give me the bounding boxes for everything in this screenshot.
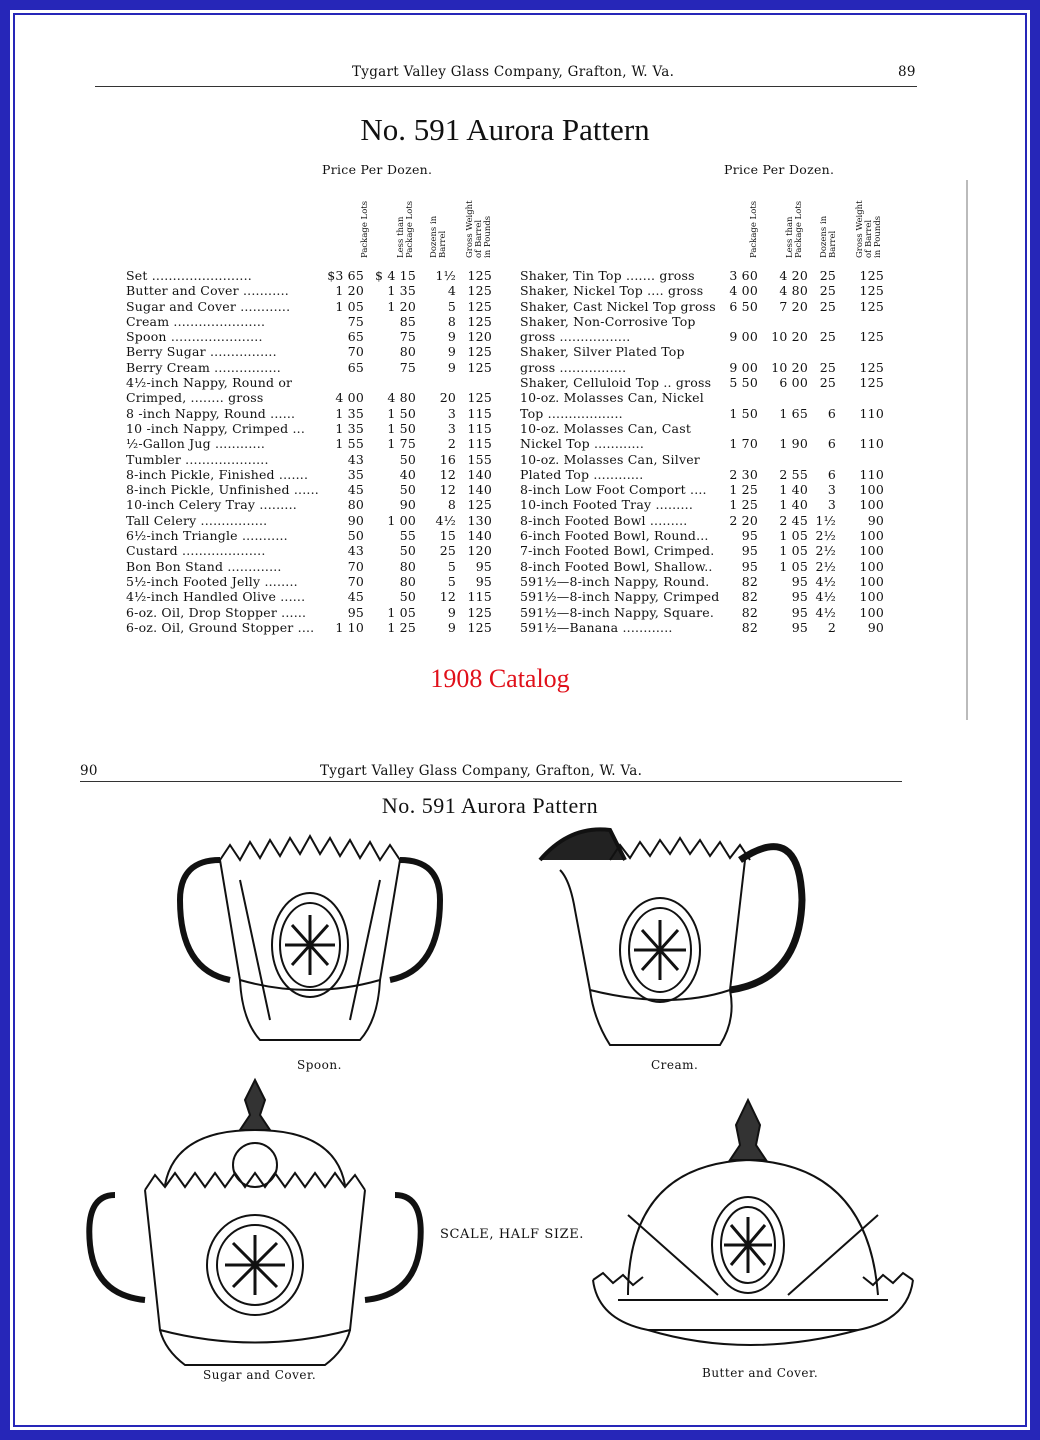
table-row [520,467,895,482]
dozens-value: 3 [827,482,836,498]
package-lots-value: 1 70 [729,436,758,452]
dozens-value: 9 [447,619,456,635]
package-lots-value: 2 30 [729,466,758,482]
dozens-value: 4 [447,283,456,299]
gross-weight-value: 125 [859,268,884,283]
table-row [126,452,506,467]
package-lots-value: 1 35 [335,405,364,421]
col-header-package-lots: Package Lots [360,200,370,258]
dozens-value: 6 [827,466,836,482]
package-lots-value: 45 [347,482,364,498]
table-row [126,497,506,512]
dozens-value: 2½ [815,543,836,559]
scan-edge [966,180,968,720]
less-than-value: 10 20 [771,329,808,345]
gross-weight-value: 125 [859,283,884,299]
table-row [520,528,895,543]
table-row [520,574,895,589]
package-lots-value: 1 05 [335,298,364,314]
less-than-value: 80 [399,573,416,589]
package-lots-value: 4 00 [729,283,758,299]
item-name: Plated Top ............ [520,466,644,482]
package-lots-value: 95 [741,543,758,559]
dozens-value: 4½ [815,589,836,605]
table-row [126,344,506,359]
price-per-dozen-left: Price Per Dozen. [322,162,433,177]
item-name: 6-oz. Oil, Drop Stopper ...... [126,604,307,620]
item-name: 6½-inch Triangle ........... [126,528,288,544]
gross-weight-value: 115 [467,436,492,452]
dozens-value: 25 [819,298,836,314]
package-lots-value: 65 [347,329,364,345]
dozens-value: 2 [447,436,456,452]
gross-weight-value: 140 [467,466,492,482]
package-lots-value: 80 [347,497,364,513]
package-lots-value: 9 00 [729,359,758,375]
sugar-and-cover-illustration [85,1075,425,1370]
dozens-value: 4½ [435,512,456,528]
table-row [126,436,506,451]
package-lots-value: 90 [347,512,364,528]
gross-weight-value: 95 [475,573,492,589]
gross-weight-value: 140 [467,528,492,544]
package-lots-value: 1 25 [729,497,758,513]
item-name: 7-inch Footed Bowl, Crimped. [520,543,715,559]
package-lots-value: 50 [347,528,364,544]
dozens-value: 25 [819,268,836,283]
gross-weight-value: 100 [859,528,884,544]
package-lots-value: 1 35 [335,420,364,436]
less-than-value: 4 80 [779,283,808,299]
package-lots-value: 3 60 [729,268,758,283]
less-than-value: 1 65 [779,405,808,421]
dozens-value: 3 [827,497,836,513]
table-row [126,268,506,283]
less-than-value: 95 [791,589,808,605]
item-name: 6-inch Footed Bowl, Round... [520,528,709,544]
col-header-gross-weight: Gross Weight of Barrel in Pounds [465,200,493,258]
table-row [126,574,506,589]
table-row [126,482,506,497]
item-name: Sugar and Cover ............ [126,298,291,314]
dozens-value: 2½ [815,558,836,574]
dozens-value: 25 [819,283,836,299]
package-lots-value: 82 [741,619,758,635]
less-than-value: 10 20 [771,359,808,375]
table-row [520,620,895,635]
table-row [126,360,506,375]
item-name: Berry Sugar ................ [126,344,277,360]
dozens-value: 12 [439,589,456,605]
gross-weight-value: 125 [467,390,492,406]
item-name: 8-inch Pickle, Unfinished ...... [126,482,319,498]
less-than-value: 50 [399,543,416,559]
package-lots-value: 1 55 [335,436,364,452]
page-title-2: No. 591 Aurora Pattern [381,793,599,818]
table-row [126,329,506,344]
table-row [126,513,506,528]
item-name: ½-Gallon Jug ............ [126,436,266,452]
less-than-value: 1 50 [387,405,416,421]
package-lots-value: 95 [347,604,364,620]
table-row [520,344,895,359]
item-name: 10-oz. Molasses Can, Nickel [520,390,704,406]
cream-caption: Cream. [651,1058,699,1072]
table-row [520,559,895,574]
table-row [520,513,895,528]
package-lots-value: 1 20 [335,283,364,299]
gross-weight-value: 115 [467,589,492,605]
table-row [520,452,895,467]
package-lots-value: 43 [347,451,364,467]
package-lots-value: $3 65 [327,268,364,283]
item-name: Bon Bon Stand ............. [126,558,282,574]
less-than-value: 75 [399,359,416,375]
dozens-value: 2½ [815,528,836,544]
table-row [126,314,506,329]
gross-weight-value: 120 [467,543,492,559]
item-name: Tall Celery ................ [126,512,268,528]
gross-weight-value: 125 [467,497,492,513]
gross-weight-value: 100 [859,497,884,513]
table-row [520,421,895,436]
dozens-value: 15 [439,528,456,544]
gross-weight-value: 125 [467,619,492,635]
package-lots-value: 2 20 [729,512,758,528]
spoon-caption: Spoon. [297,1058,342,1072]
item-name: 4½-inch Handled Olive ...... [126,589,306,605]
less-than-value: 50 [399,451,416,467]
item-name: 10-inch Footed Tray ......... [520,497,693,513]
table-row [520,314,895,329]
gross-weight-value: 115 [467,405,492,421]
gross-weight-value: 125 [859,329,884,345]
table-row [520,375,895,390]
less-than-value: 1 05 [387,604,416,620]
item-name: gross ................ [520,359,627,375]
item-name: Set ........................ [126,268,252,283]
item-name: 8-inch Footed Bowl ......... [520,512,688,528]
item-name: Custard .................... [126,543,266,559]
page-number: 89 [898,64,916,80]
dozens-value: 16 [439,451,456,467]
dozens-value: 25 [819,329,836,345]
gross-weight-value: 100 [859,573,884,589]
dozens-value: 20 [439,390,456,406]
price-per-dozen-right: Price Per Dozen. [724,162,835,177]
price-table-left [126,268,506,635]
header-rule [95,86,917,87]
gross-weight-value: 125 [467,604,492,620]
dozens-value: 9 [447,329,456,345]
dozens-value: 9 [447,344,456,360]
less-than-value: 80 [399,344,416,360]
dozens-value: 12 [439,466,456,482]
catalog-annotation: 1908 Catalog [430,664,570,693]
table-row [520,268,895,283]
table-row [520,299,895,314]
package-lots-value: 82 [741,589,758,605]
item-name: 8-inch Low Foot Comport .... [520,482,707,498]
less-than-value: 4 20 [779,268,808,283]
item-name: 10-oz. Molasses Can, Cast [520,420,692,436]
table-row [126,299,506,314]
table-row [126,283,506,298]
package-lots-value: 9 00 [729,329,758,345]
gross-weight-value: 130 [467,512,492,528]
gross-weight-value: 155 [467,451,492,467]
package-lots-value: 1 10 [335,619,364,635]
less-than-value: 1 40 [779,482,808,498]
gross-weight-value: 120 [467,329,492,345]
item-name: Shaker, Non-Corrosive Top [520,313,696,329]
less-than-value: 2 55 [779,466,808,482]
gross-weight-value: 125 [859,359,884,375]
gross-weight-value: 125 [467,344,492,360]
table-row [126,559,506,574]
less-than-value: 95 [791,619,808,635]
less-than-value: 1 75 [387,436,416,452]
less-than-value: 50 [399,482,416,498]
item-name: 5½-inch Footed Jelly ........ [126,573,298,589]
gross-weight-value: 90 [867,512,884,528]
dozens-value: 25 [819,375,836,391]
less-than-value: 1 50 [387,420,416,436]
package-lots-value: 1 25 [729,482,758,498]
item-name: 8 -inch Nappy, Round ...... [126,405,296,421]
dozens-value: 4½ [815,604,836,620]
gross-weight-value: 100 [859,558,884,574]
spoon-illustration [170,820,450,1060]
gross-weight-value: 125 [859,375,884,391]
dozens-value: 5 [447,558,456,574]
page-title: No. 591 Aurora Pattern [360,112,650,147]
gross-weight-value: 125 [467,283,492,299]
less-than-value: 1 05 [779,558,808,574]
less-than-value: 40 [399,466,416,482]
table-row [520,390,895,405]
sugar-caption: Sugar and Cover. [203,1368,317,1382]
item-name: Tumbler .................... [126,451,269,467]
table-row [126,589,506,604]
table-row [126,543,506,558]
col-header-less-than-right: Less than Package Lots [785,200,804,258]
item-name: 4½-inch Nappy, Round or [126,375,293,391]
cream-illustration [530,820,820,1060]
dozens-value: 12 [439,482,456,498]
dozens-value: 9 [447,604,456,620]
package-lots-value: 6 50 [729,298,758,314]
item-name: Shaker, Cast Nickel Top gross [520,298,716,314]
dozens-value: 8 [447,497,456,513]
table-row [520,283,895,298]
col-header-gross-weight-right: Gross Weight of Barrel in Pounds [855,200,883,258]
gross-weight-value: 125 [467,298,492,314]
package-lots-value: 4 00 [335,390,364,406]
gross-weight-value: 100 [859,604,884,620]
less-than-value: 1 90 [779,436,808,452]
item-name: 6-oz. Oil, Ground Stopper .... [126,619,315,635]
item-name: Shaker, Silver Plated Top [520,344,685,360]
gross-weight-value: 125 [467,268,492,283]
package-lots-value: 70 [347,573,364,589]
package-lots-value: 82 [741,604,758,620]
item-name: 10-oz. Molasses Can, Silver [520,451,700,467]
dozens-value: 5 [447,298,456,314]
package-lots-value: 5 50 [729,375,758,391]
package-lots-value: 45 [347,589,364,605]
item-name: 8-inch Pickle, Finished ....... [126,466,309,482]
dozens-value: 5 [447,573,456,589]
gross-weight-value: 125 [859,298,884,314]
dozens-value: 1½ [435,268,456,283]
page-header: Tygart Valley Glass Company, Grafton, W. Va. [352,64,675,80]
item-name: 10-inch Celery Tray ......... [126,497,297,513]
less-than-value: 95 [791,604,808,620]
less-than-value: 2 45 [779,512,808,528]
gross-weight-value: 95 [475,558,492,574]
less-than-value: 90 [399,497,416,513]
price-table-right [520,268,895,635]
gross-weight-value: 125 [467,313,492,329]
table-row [126,620,506,635]
dozens-value: 3 [447,420,456,436]
table-row [126,528,506,543]
dozens-value: 9 [447,359,456,375]
item-name: 8-inch Footed Bowl, Shallow.. [520,558,713,574]
page-header-2: Tygart Valley Glass Company, Grafton, W. Va. [320,763,643,779]
col-header-less-than: Less than Package Lots [396,200,415,258]
table-row [520,406,895,421]
package-lots-value: 35 [347,466,364,482]
less-than-value: 1 35 [387,283,416,299]
table-row [126,605,506,620]
item-name: Spoon ...................... [126,329,263,345]
less-than-value: 1 20 [387,298,416,314]
item-name: Butter and Cover ........... [126,283,289,299]
package-lots-value: 70 [347,558,364,574]
package-lots-value: 70 [347,344,364,360]
package-lots-value: 95 [741,558,758,574]
less-than-value: $ 4 15 [375,268,416,283]
table-row [126,406,506,421]
col-header-package-lots-right: Package Lots [749,200,759,258]
dozens-value: 6 [827,405,836,421]
package-lots-value: 75 [347,313,364,329]
table-row [520,436,895,451]
less-than-value: 55 [399,528,416,544]
item-name: 591½—8-inch Nappy, Crimped [520,589,720,605]
less-than-value: 1 40 [779,497,808,513]
item-name: gross ................. [520,329,631,345]
header-rule-2 [80,781,902,782]
table-row [126,421,506,436]
gross-weight-value: 100 [859,543,884,559]
item-name: Cream ...................... [126,313,266,329]
table-row [520,605,895,620]
dozens-value: 6 [827,436,836,452]
less-than-value: 75 [399,329,416,345]
gross-weight-value: 100 [859,482,884,498]
item-name: 591½—8-inch Nappy, Round. [520,573,710,589]
table-row [520,589,895,604]
dozens-value: 25 [819,359,836,375]
less-than-value: 1 05 [779,543,808,559]
table-row [520,329,895,344]
less-than-value: 85 [399,313,416,329]
less-than-value: 1 05 [779,528,808,544]
less-than-value: 95 [791,573,808,589]
less-than-value: 80 [399,558,416,574]
item-name: Nickel Top ............ [520,436,645,452]
gross-weight-value: 110 [859,436,884,452]
table-row [520,360,895,375]
table-row [126,375,506,390]
package-lots-value: 1 50 [729,405,758,421]
dozens-value: 1½ [815,512,836,528]
butter-caption: Butter and Cover. [702,1366,819,1380]
gross-weight-value: 90 [867,619,884,635]
less-than-value: 1 25 [387,619,416,635]
table-row [126,390,506,405]
gross-weight-value: 110 [859,405,884,421]
col-header-dozens: Dozens in Barrel [429,215,448,258]
less-than-value: 50 [399,589,416,605]
butter-and-cover-illustration [588,1095,918,1365]
dozens-value: 4½ [815,573,836,589]
scale-note: SCALE, HALF SIZE. [440,1227,585,1242]
item-name: Shaker, Nickel Top .... gross [520,283,704,299]
dozens-value: 2 [827,619,836,635]
item-name: 10 -inch Nappy, Crimped ... [126,420,306,436]
col-header-dozens-right: Dozens in Barrel [819,215,838,258]
item-name: Shaker, Celluloid Top .. gross [520,375,712,391]
item-name: Shaker, Tin Top ....... gross [520,268,695,283]
package-lots-value: 65 [347,359,364,375]
dozens-value: 8 [447,313,456,329]
package-lots-value: 82 [741,573,758,589]
gross-weight-value: 140 [467,482,492,498]
table-row [520,543,895,558]
less-than-value: 6 00 [779,375,808,391]
item-name: 591½—8-inch Nappy, Square. [520,604,715,620]
dozens-value: 3 [447,405,456,421]
package-lots-value: 43 [347,543,364,559]
dozens-value: 25 [439,543,456,559]
item-name: 591½—Banana ............ [520,619,673,635]
less-than-value: 7 20 [779,298,808,314]
table-row [520,482,895,497]
less-than-value: 1 00 [387,512,416,528]
gross-weight-value: 115 [467,420,492,436]
gross-weight-value: 125 [467,359,492,375]
gross-weight-value: 110 [859,466,884,482]
item-name: Crimped, ........ gross [126,390,264,406]
table-row [520,497,895,512]
item-name: Top .................. [520,405,623,421]
gross-weight-value: 100 [859,589,884,605]
page-number-2: 90 [80,763,98,779]
item-name: Berry Cream ................ [126,359,281,375]
package-lots-value: 95 [741,528,758,544]
less-than-value: 4 80 [387,390,416,406]
table-row [126,467,506,482]
